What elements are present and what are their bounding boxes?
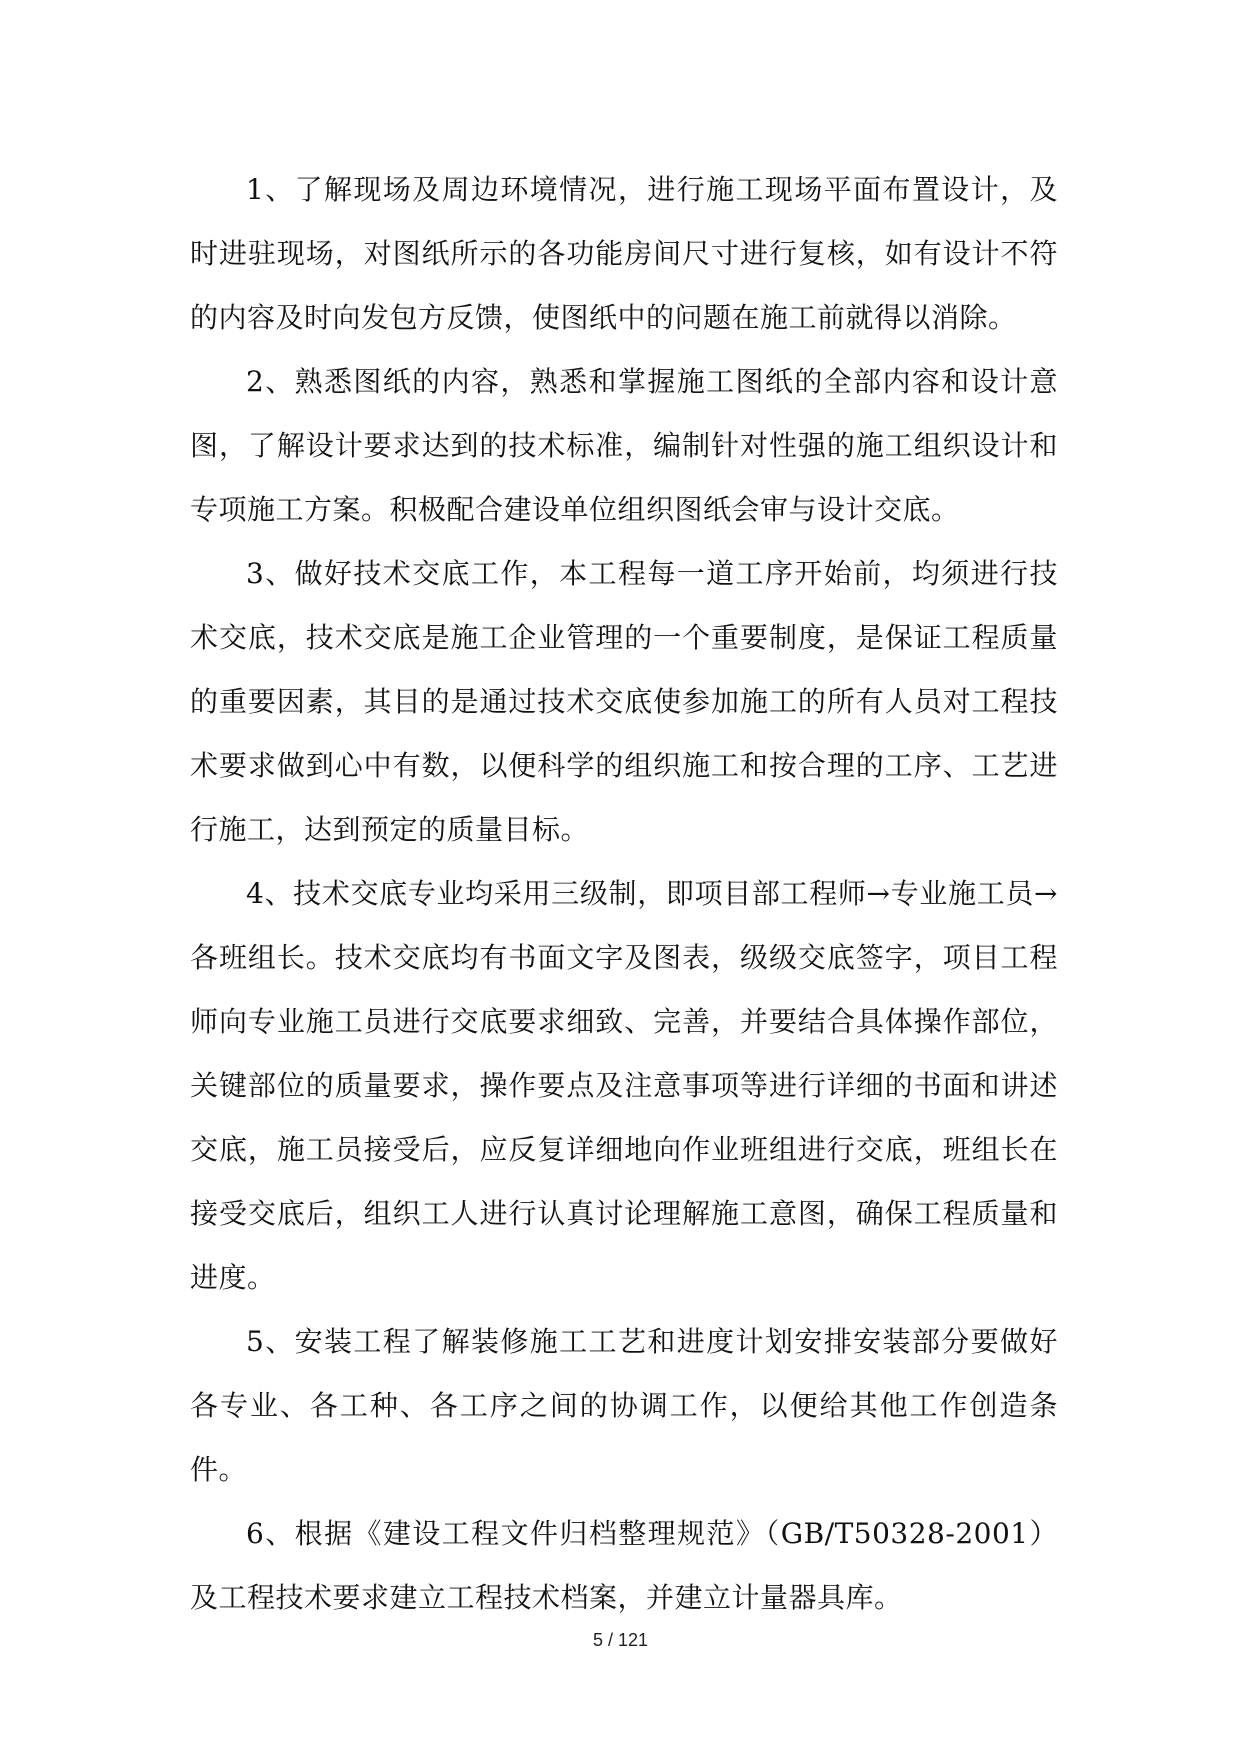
page-number: 5 / 121 [592, 1630, 649, 1650]
paragraph-5: 5、安装工程了解装修施工工艺和进度计划安排安装部分要做好各专业、各工种、各工序之间的协调工作，以便给其他工作创造条件。 [190, 1325, 1058, 1486]
paragraph-4: 4、技术交底专业均采用三级制，即项目部工程师→专业施工员→各班组长。技术交底均有书面文字及图表，级级交底签字，项目工程师向专业施工员进行交底要求细致、完善，并要结合具体操作部位，关键部位的质量要求，操作要点及注意事项等进行详细的书面和讲述交底，施工员接受后，应反复详细地向作业班组进行交底，班组长在接受交底后，组织工人进行认真讨论理解施工意图，确保工程质量和进度。 [190, 877, 1058, 1294]
paragraph-3: 3、做好技术交底工作，本工程每一道工序开始前，均须进行技术交底，技术交底是施工企业管理的一个重要制度，是保证工程质量的重要因素，其目的是通过技术交底使参加施工的所有人员对工程技术要求做到心中有数，以便科学的组织施工和按合理的工序、工艺进行施工，达到预定的质量目标。 [190, 557, 1058, 846]
paragraph-6: 6、根据《建设工程文件归档整理规范》（GB/T50328-2001）及工程技术要求建立工程技术档案，并建立计量器具库。 [190, 1517, 1058, 1614]
paragraph-1: 1、了解现场及周边环境情况，进行施工现场平面布置设计，及时进驻现场，对图纸所示的各功能房间尺寸进行复核，如有设计不符的内容及时向发包方反馈，使图纸中的问题在施工前就得以消除。 [190, 173, 1058, 334]
document-body [190, 158, 1058, 1630]
paragraph-2: 2、熟悉图纸的内容，熟悉和掌握施工图纸的全部内容和设计意图，了解设计要求达到的技术标准，编制针对性强的施工组织设计和专项施工方案。积极配合建设单位组织图纸会审与设计交底。 [190, 365, 1058, 526]
